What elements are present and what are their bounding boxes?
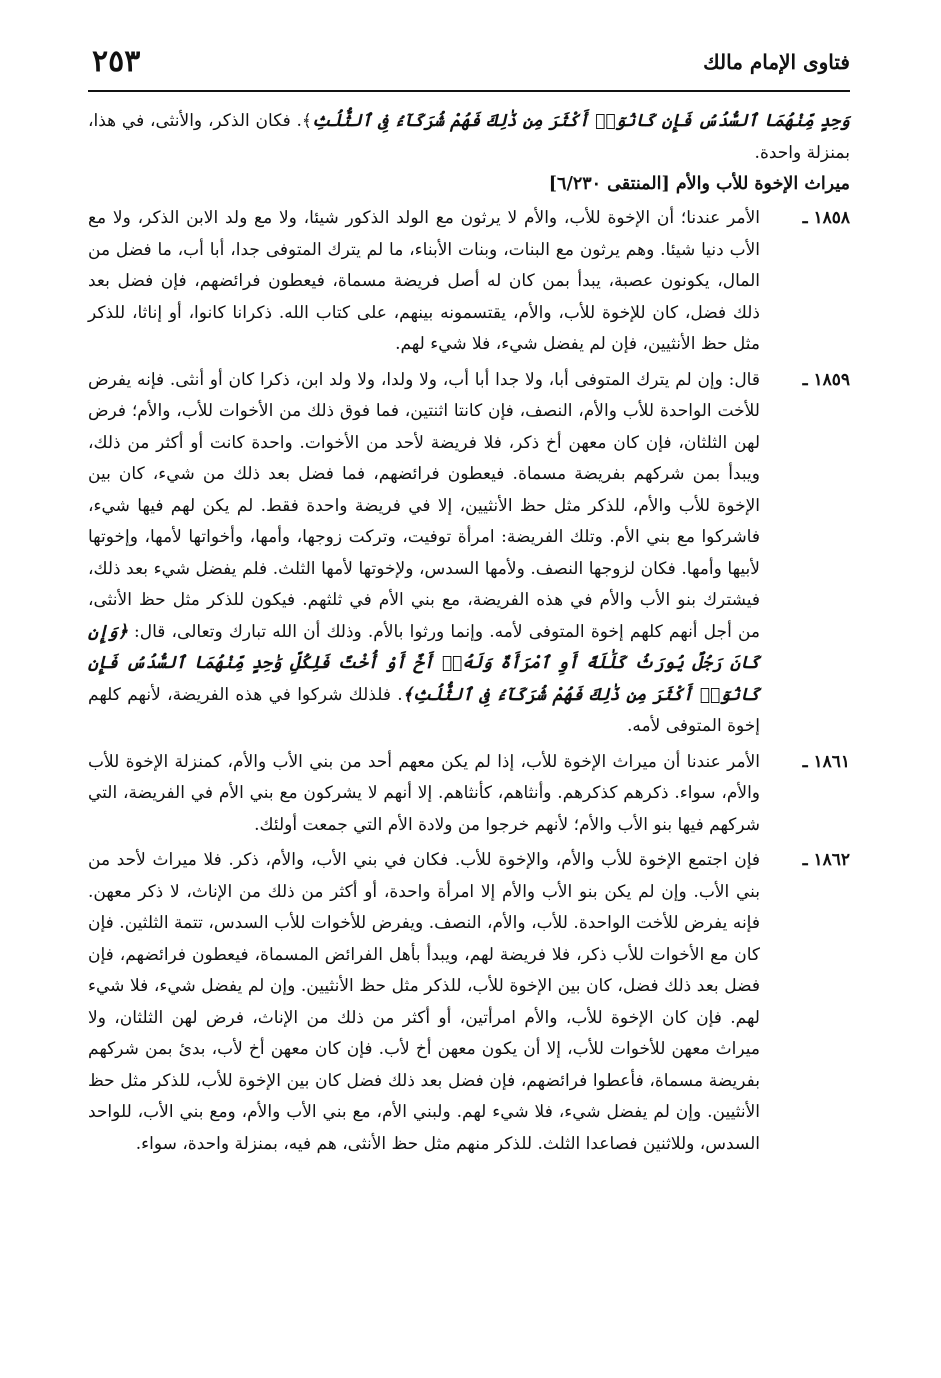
entry-1861 — [88, 747, 850, 842]
quran-close-bracket: ﴾. — [290, 111, 312, 131]
running-title: فتاوى الإمام مالك — [703, 50, 850, 74]
entry-text: فإن اجتمع الإخوة للأب والأم، والإخوة للأب. فكان في بني الأب، والأم، ذكر. فلا ميراث لأحد من بني الأب. وإن لم يكن بنو الأب والأم إلا امرأة واحدة، أو أكثر من ذلك من الإناث، لا ذكر معهن. فإنه يفرض للأخت الواحدة. للأب، والأم، النصف. ويفرض للأخوات للأب السدس، تتمة الثلثين. فإن كان مع الأخوات للأب ذكر، فلا فريضة لهم، ويبدأ بأهل الفرائض المسماة، فيعطون فرائضهم، فإن فضل بعد ذلك فضل، كان بين الإخوة للأب، للذكر مثل حظ الأنثيين. وإن لم يفضل شيء، فلا شيء لهم. فإن كان الإخوة للأب، والأم امرأتين، أو أكثر من ذلك من الإناث، فرض لهن الثلثان، ولا ميراث معهن للأخوات للأب، إلا أن يكون معهن أخ لأب. فإن كان معهن أخ لأب، بدئ بمن شركهم بفريضة مسماة، فأعطوا فرائضهم، فإن فضل بعد ذلك فضل كان بين الإخوة للأب، للذكر مثل حظ الأنثيين. وإن لم يفضل شيء، فلا شيء لهم. ولبني الأم، مع بني الأب والأم، ومع بني الأب، للواحد السدس، وللاثنين فصاعدا الثلث. للذكر منهم مثل حظ الأنثى، هم فيه، بمنزلة واحدة، سواء. — [88, 850, 760, 1154]
entry-text: الأمر عندنا أن ميراث الإخوة للأب، إذا لم يكن معهم أحد من بني الأب والأم، كمنزلة الإخوة للأب والأم، سواء. ذكرهم كذكرهم. وأنثاهم، كأنثاهم. إلا أنهم لا يشركون مع بني الأم في الفريضة، التي شركهم فيها بنو الأب والأم؛ لأنهم خرجوا من ولادة الأم التي جمعت أولئك. — [88, 751, 760, 835]
page-header — [88, 44, 850, 92]
intro-paragraph — [88, 106, 850, 169]
page-number: ٢٥٣ — [92, 44, 141, 79]
entry-number: ١٨٥٨ ـ — [802, 208, 850, 228]
entry-1859 — [88, 365, 850, 743]
entry-1862 — [88, 845, 850, 1160]
entry-number: ١٨٥٩ ـ — [802, 369, 850, 390]
entry-text: الأمر عندنا؛ أن الإخوة للأب، والأم لا يرثون مع الولد الذكور شيئا، ولا مع ولد الابن الذكر، ولا مع الأب دنيا شيئا. وهم يرثون مع البنات، وبنات الأبناء، ما لم يترك المتوفى جدا، أبا أب، ما فضل من المال، يكونون عصبة، يبدأ بمن كان له أصل فريضة مسماة، فيعطون فرائضهم، فإن فضل بعد ذلك فضل، كان للإخوة للأب، والأم، يقتسمونه بينهم، على كتاب الله. ذكرانا كانوا، أو إناثا، للذكر مثل حظ الأنثيين، فإن لم يفضل شيء، فلا شيء لهم. — [88, 208, 760, 354]
book-page — [88, 44, 850, 1160]
page-content — [88, 106, 850, 1160]
quran-verse: ﴿وَإِن كَانَ رَجُلٌ يُورَثُ كَلَٰلَةً أَوِ ٱمْرَأَةٌ وَلَهُۥٓ أَخٌ أَوْ أُخْتٌ فَلِكُلِّ وَٰحِدٍ مِّنْهُمَا ٱلسُّدُسُ فَإِن كَانُوٓا۟ أَكْثَرَ مِن ذَٰلِكَ فَهُمْ شُرَكَآءُ فِى ٱلثُّلُثِ﴾ — [88, 621, 760, 705]
entry-body — [88, 365, 760, 743]
intro-text: فكان الذكر، والأنثى، في هذا، بمنزلة واحدة. — [88, 111, 850, 163]
entry-1858 — [88, 203, 850, 361]
quran-verse-fragment: وَحِدٍ مِّنْهُمَا ٱلسُّدُسُ فَإِن كَانُوٓا۟ أَكْثَرَ مِن ذَٰلِكَ فَهُمْ شُرَكَآءُ فِى ٱلثُّلُثِ — [311, 111, 851, 131]
entry-text: قال: وإن لم يترك المتوفى أبا، ولا جدا أبا أب، ولا ولدا، ولا ولد ابن، ذكرا كان أو أنثى. فإنه يفرض للأخت الواحدة للأب والأم، النصف، فإن كانتا اثنتين، فما فوق ذلك من الأخوات للأب، والأم؛ فرض لهن الثلثان، فإن كان معهن أخ ذكر، فلا فريضة لأحد من الأخوات. واحدة كانت أو أكثر من ذلك، ويبدأ بمن شركهم بفريضة مسماة. فيعطون فرائضهم، فما فضل بعد ذلك من شيء، كان بين الإخوة للأب والأم، للذكر مثل حظ الأنثيين، إلا في فريضة واحدة فقط. لم يكن لهم فيها شيء، فاشركوا مع بني الأم. وتلك الفريضة: امرأة توفيت، وتركت زوجها، وأمها، وأخواتها لأمها، وإخوتها لأبيها وأمها. فكان لزوجها النصف. ولأمها السدس، ولإخوتها لأمها الثلث. فلم يفضل شيء بعد ذلك، فيشترك بنو الأب والأم في هذه الفريضة، مع بني الأم في ثلثهم. فيكون للذكر مثل حظ الأنثى، من أجل أنهم كلهم إخوة المتوفى لأمه. وإنما ورثوا بالأم. وذلك أن الله تبارك وتعالى، قال: — [88, 369, 760, 642]
entry-text-after: . فلذلك شركوا في هذه الفريضة، لأنهم كلهم إخوة المتوفى لأمه. — [88, 684, 760, 736]
entry-number: ١٨٦١ ـ — [802, 751, 850, 772]
entry-number: ١٨٦٢ ـ — [802, 850, 850, 870]
section-heading: ميراث الإخوة للأب والأم [المنتقى ٦/٢٣٠] — [548, 174, 850, 194]
